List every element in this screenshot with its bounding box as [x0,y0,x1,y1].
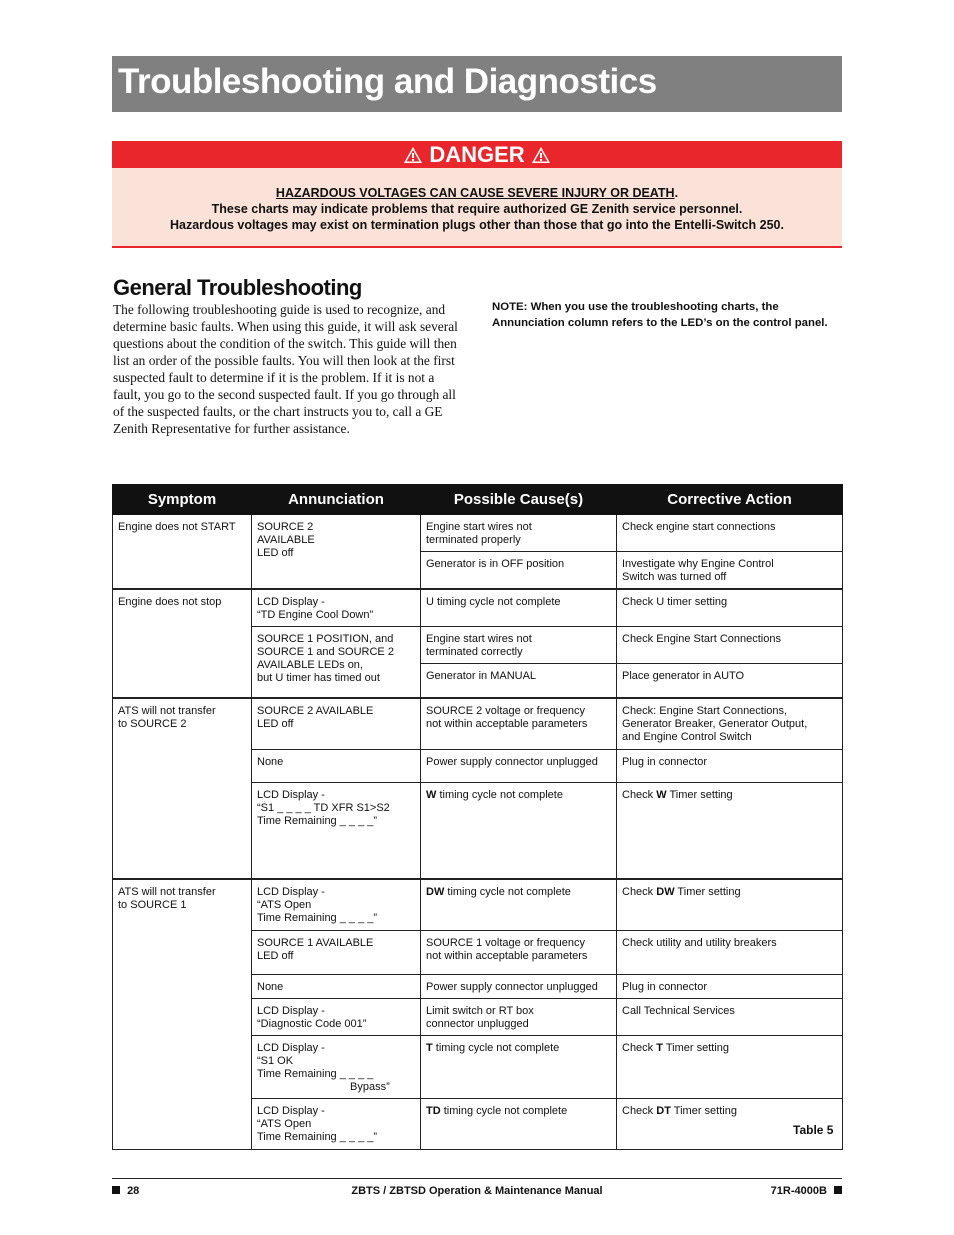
cause-cell: Engine start wires not terminated properly [421,515,617,552]
danger-message [112,168,842,248]
title-bar [112,56,842,112]
page-title: Troubleshooting and Diagnostics [118,62,657,101]
annunciation-cell: SOURCE 1 POSITION, and SOURCE 1 and SOURCE 2 AVAILABLE LEDs on, but U timer has timed out [252,627,421,698]
danger-line-1-end: . [674,186,679,200]
danger-banner [112,141,842,168]
annunciation-cell: None [252,750,421,783]
action-cell: Plug in connector [617,975,843,999]
action-cell: Check DT Timer setting [617,1099,843,1150]
cause-cell: SOURCE 1 voltage or frequency not within acceptable parameters [421,931,617,975]
danger-line-1-underlined: HAZARDOUS VOLTAGES CAN CAUSE SEVERE INJURY OR DEATH [275,186,675,200]
cause-cell: Power supply connector unplugged [421,975,617,999]
annunciation-cell: SOURCE 1 AVAILABLE LED off [252,931,421,975]
warning-triangle-icon [403,146,423,164]
footer-manual-title: ZBTS / ZBTSD Operation & Maintenance Manual [351,1185,603,1197]
cause-cell: TD timing cycle not complete [421,1099,617,1150]
annunciation-cell: LCD Display - “Diagnostic Code 001” [252,999,421,1036]
action-cell: Call Technical Services [617,999,843,1036]
doc-number: 71R-4000B [770,1185,827,1197]
header-annunciation: Annunciation [252,485,421,515]
annunciation-cell: SOURCE 2 AVAILABLE LED off [252,698,421,750]
square-bullet-icon [834,1186,842,1194]
cause-cell: SOURCE 2 voltage or frequency not within acceptable parameters [421,698,617,750]
danger-heading: DANGER [429,142,525,167]
table-row [113,589,843,627]
action-cell: Plug in connector [617,750,843,783]
action-cell: Check engine start connections [617,515,843,552]
action-cell: Check U timer setting [617,589,843,627]
footer-divider [112,1178,842,1179]
action-cell: Check T Timer setting [617,1036,843,1099]
action-cell: Check utility and utility breakers [617,931,843,975]
action-cell: Check W Timer setting [617,783,843,879]
troubleshooting-table [112,484,842,1150]
cause-cell: Generator in MANUAL [421,664,617,698]
symptom-cell: ATS will not transfer to SOURCE 1 [113,879,252,1150]
table-label: Table 5 [793,1123,834,1137]
action-cell: Check: Engine Start Connections, Generator Breaker, Generator Output, and Engine Control Switch [617,698,843,750]
symptom-cell: Engine does not stop [113,589,252,698]
symptom-cell: ATS will not transfer to SOURCE 2 [113,698,252,879]
symptom-cell: Engine does not START [113,515,252,590]
table-row [113,515,843,552]
table-row [113,879,843,931]
intro-paragraph: The following troubleshooting guide is used to recognize, and determine basic faults. When using this guide, it will ask several questions about the condition of the switch. This guide will then list an order of the possible faults. You will then look at the first suspected fault to determine if it is the problem. If it is not a fault, you go to the second suspected fault. If you go through all of the suspected faults, or the chart instructs you to, call a GE Zenith Representative for further assistance. [113,302,458,436]
annunciation-cell: LCD Display - “S1 _ _ _ _ TD XFR S1>S2 Time Remaining _ _ _ _” [252,783,421,879]
cause-cell: DW timing cycle not complete [421,879,617,931]
annunciation-cell: None [252,975,421,999]
cause-cell: Limit switch or RT box connector unplugged [421,999,617,1036]
section-title: General Troubleshooting [113,275,362,300]
annunciation-cell: LCD Display - “TD Engine Cool Down” [252,589,421,627]
action-cell: Check DW Timer setting [617,879,843,931]
annunciation-cell: LCD Display - “S1 OK Time Remaining _ _ _ _ Bypass” [252,1036,421,1099]
cause-cell: W timing cycle not complete [421,783,617,879]
note-paragraph: NOTE: When you use the troubleshooting charts, the Annunciation column refers to the LED’s on the control panel. [492,301,828,329]
danger-line-3: Hazardous voltages may exist on termination plugs other than those that go into the Entelli-Switch 250. [170,218,784,232]
cause-cell: Engine start wires not terminated correctly [421,627,617,664]
action-cell: Check Engine Start Connections [617,627,843,664]
annunciation-cell: LCD Display - “ATS Open Time Remaining _ _ _ _” [252,1099,421,1150]
table-row [113,698,843,750]
action-cell: Investigate why Engine Control Switch was turned off [617,552,843,590]
header-possible-causes: Possible Cause(s) [421,485,617,515]
cause-cell: T timing cycle not complete [421,1036,617,1099]
header-symptom: Symptom [113,485,252,515]
action-cell: Place generator in AUTO [617,664,843,698]
footer-doc-number [771,1185,842,1197]
page-number: 28 [127,1185,140,1197]
cause-cell: Generator is in OFF position [421,552,617,590]
annunciation-cell: LCD Display - “ATS Open Time Remaining _ _ _ _” [252,879,421,931]
cause-cell: Power supply connector unplugged [421,750,617,783]
header-corrective-action: Corrective Action [617,485,843,515]
danger-line-2: These charts may indicate problems that require authorized GE Zenith service personnel. [211,202,743,216]
warning-triangle-icon [531,146,551,164]
danger-line-1 [112,185,842,201]
annunciation-cell: SOURCE 2 AVAILABLE LED off [252,515,421,590]
cause-cell: U timing cycle not complete [421,589,617,627]
